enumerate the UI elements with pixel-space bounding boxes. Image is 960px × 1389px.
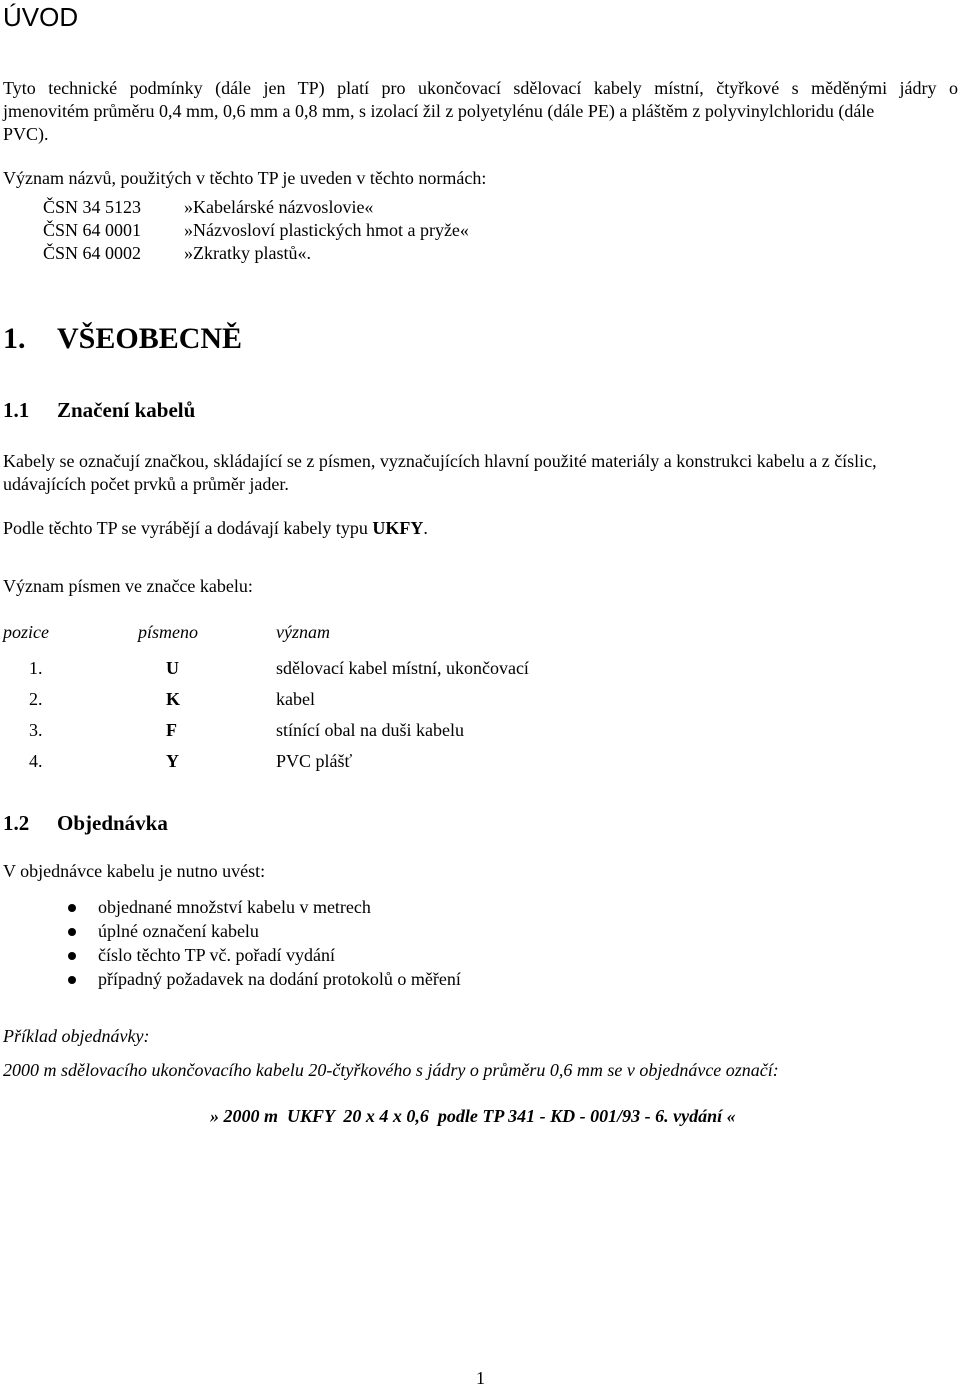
section-1-2-title: Objednávka [57,811,168,835]
table-cell-letter: Y [166,751,179,771]
norm-code: ČSN 64 0002 [43,243,142,263]
section-1-number: 1. [3,322,26,355]
table-cell-meaning: kabel [276,689,315,709]
cable-type-suffix: . [423,518,428,538]
list-item: objednané množství kabelu v metrech [98,897,371,917]
section-1-1-title: Značení kabelů [57,398,196,422]
intro-line: Tyto technické podmínky (dále jen TP) platí pro ukončovací sdělovací kabely místní, čtyřkové s měděnými jádry o [3,78,958,98]
table-cell-letter: K [166,689,181,709]
table-cell-meaning: stínící obal na duši kabelu [276,720,464,740]
intro-paragraph [3,77,958,146]
example-label: Příklad objednávky: [3,1026,150,1046]
bullet-icon [68,952,76,960]
norm-title: »Názvosloví plastických hmot a pryže« [184,220,469,240]
norm-code: ČSN 64 0001 [43,220,142,240]
paragraph-line: Kabely se označují značkou, skládající se z písmen, vyznačujících hlavní použité materiály a konstrukci kabelu a z číslic, [3,451,877,471]
norms-intro: Význam názvů, použitých v těchto TP je uveden v těchto normách: [3,168,487,188]
section-1-1-number: 1.1 [3,398,30,422]
table-cell-position: 1. [29,658,43,678]
table-cell-meaning: sdělovací kabel místní, ukončovací [276,658,529,678]
cable-type-prefix: Podle těchto TP se vyrábějí a dodávají kabely typu [3,518,373,538]
cable-type-sentence [3,518,428,539]
table-cell-letter: U [166,658,179,678]
bullet-icon [68,904,76,912]
section-1-title: VŠEOBECNĚ [57,322,243,355]
norm-title: »Zkratky plastů«. [184,243,311,263]
norm-code: ČSN 34 5123 [43,197,142,217]
table-cell-position: 2. [29,689,43,709]
list-item: případný požadavek na dodání protokolů o měření [98,969,461,989]
list-item: úplné označení kabelu [98,921,259,941]
cable-type-code: UKFY [372,518,424,538]
table-header-position: pozice [3,622,49,642]
table-header-meaning: význam [276,622,330,642]
table-cell-letter: F [166,720,177,740]
bullet-icon [68,976,76,984]
table-cell-meaning: PVC plášť [276,751,353,771]
meaning-intro: Význam písmen ve značce kabelu: [3,576,253,596]
table-cell-position: 4. [29,751,43,771]
page-number: 1 [476,1368,485,1388]
example-code: » 2000 m UKFY 20 x 4 x 0,6 podle TP 341 - KD - 001/93 - 6. vydání « [210,1106,736,1126]
page-heading: ÚVOD [3,2,79,32]
bullet-icon [68,928,76,936]
intro-line: jmenovitém průměru 0,4 mm, 0,6 mm a 0,8 mm, s izolací žil z polyetylénu (dále PE) a pláštěm z polyvinylchloridu (dále [3,101,875,121]
section-1-2-number: 1.2 [3,811,30,835]
table-header-letter: písmeno [138,622,198,642]
table-cell-position: 3. [29,720,43,740]
example-text: 2000 m sdělovacího ukončovacího kabelu 20-čtyřkového s jádry o průměru 0,6 mm se v objednávce označí: [3,1060,779,1080]
intro-line: PVC). [3,124,49,144]
list-item: číslo těchto TP vč. pořadí vydání [98,945,335,965]
paragraph-line: udávajících počet prvků a průměr jader. [3,474,289,494]
norm-title: »Kabelárské názvoslovie« [184,197,374,217]
marking-paragraph [3,450,877,496]
order-intro: V objednávce kabelu je nutno uvést: [3,861,266,881]
